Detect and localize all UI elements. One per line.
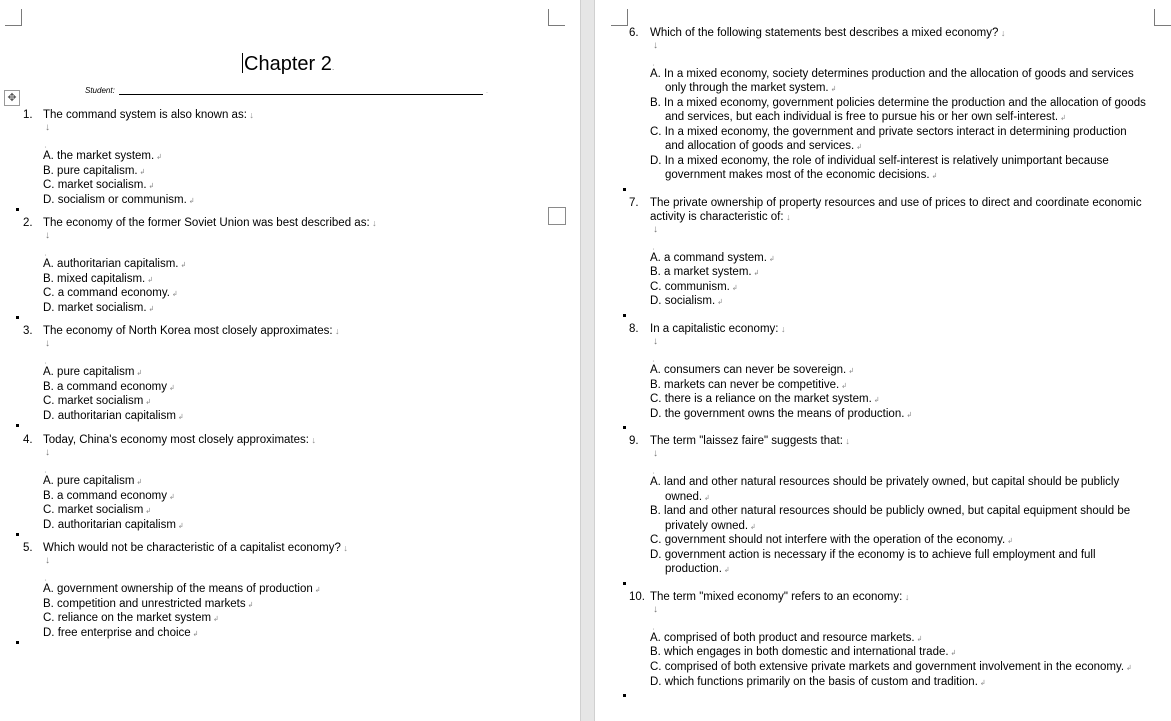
answer-option[interactable]: D. authoritarian capitalism ↲ bbox=[43, 410, 184, 423]
answer-option[interactable]: D. which functions primarily on the basis of custom and tradition. ↲ bbox=[650, 675, 986, 688]
document-title: Chapter 2 bbox=[244, 53, 332, 75]
paragraph-bullet bbox=[623, 694, 626, 697]
paragraph-mark: ⸼ bbox=[45, 466, 47, 473]
empty-checkbox-control[interactable] bbox=[548, 207, 566, 225]
paragraph-bullet bbox=[16, 533, 19, 536]
answer-option[interactable]: A. comprised of both product and resource markets. ↲ bbox=[650, 631, 923, 644]
answer-option[interactable]: B. land and other natural resources should be publicly owned, but capital equipment should be bbox=[650, 505, 1131, 518]
paragraph-mark: ⸼ bbox=[45, 249, 47, 256]
answer-option: production. ↲ bbox=[665, 563, 730, 576]
paragraph-bullet bbox=[623, 582, 626, 585]
paragraph-bullet bbox=[16, 641, 19, 644]
paragraph-bullet bbox=[16, 316, 19, 319]
student-label: Student: bbox=[85, 86, 115, 95]
answer-option[interactable]: A. the market system. ↲ bbox=[43, 150, 163, 162]
document-page-left: Chapter 2. ✥ Student: . 1. The command system is also known as: ↓ ↓ ⸼ A. the market system. ↲ B. pure capitalism. ↲ C. market socialism. ↲ D. socialism or communism. ↲ 2. The economy of the former Soviet Union was best described as: ↓ ↓ ⸼ A. authoritarian capitalism. ↲ B. mixed capitalism. ↲ C. a command economy. ↲ D. market socialism. ↲ 3. The economy of North Korea most closely approximates: ↓ ↓ ⸼ A. pure capitalism ↲ B. a command economy ↲ C. market socialism ↲ D. authoritarian capitalism ↲ 4. Today, China's economy most closely approximates: ↓ ↓ ⸼ A. pure capitalism ↲ B. a command economy ↲ C. market socialism ↲ D. authoritarian capitalism ↲ 5. Which would not be characteristic of a capitalist economy? ↓ ↓ ⸼ A. government ownership of the means of production ↲ B. competition and unrestricted markets ↲ C. reliance on the market system ↲ D. free enterprise and choice ↲ bbox=[0, 0, 580, 721]
crop-mark-top-left bbox=[611, 9, 628, 26]
crop-mark-top-right bbox=[548, 9, 565, 26]
line-break-mark: ↓ bbox=[45, 338, 50, 349]
paragraph-mark: ⸼ bbox=[45, 141, 47, 148]
question-text: activity is characteristic of: ↓ bbox=[650, 210, 791, 223]
question-text: The economy of the former Soviet Union was best described as: ↓ bbox=[43, 217, 377, 229]
paragraph-mark: ⸼ bbox=[653, 59, 655, 66]
line-break-mark: ↓ bbox=[653, 223, 658, 235]
question-number: 10. bbox=[629, 590, 645, 603]
line-break-mark: ↓ bbox=[45, 230, 50, 241]
answer-option[interactable]: A. government ownership of the means of production ↲ bbox=[43, 583, 321, 595]
paragraph-mark: ⸼ bbox=[653, 467, 655, 475]
document-page-right bbox=[595, 0, 1171, 721]
answer-option[interactable]: C. a command economy. ↲ bbox=[43, 287, 178, 300]
answer-option[interactable]: A. a command system. ↲ bbox=[650, 251, 775, 264]
answer-option[interactable]: C. there is a reliance on the market system. ↲ bbox=[650, 393, 880, 406]
paragraph-bullet bbox=[623, 314, 626, 317]
crop-mark-top-right bbox=[1154, 9, 1171, 26]
answer-option[interactable]: B. a command economy ↲ bbox=[43, 489, 175, 502]
question-text: The command system is also known as: ↓ bbox=[43, 109, 254, 121]
answer-option[interactable]: A. authoritarian capitalism. ↲ bbox=[43, 258, 187, 270]
line-break-mark: ↓ bbox=[45, 122, 50, 133]
answer-option[interactable]: B. markets can never be competitive. ↲ bbox=[650, 378, 848, 391]
answer-option[interactable]: C. market socialism ↲ bbox=[43, 395, 152, 408]
paragraph-mark: ⸼ bbox=[653, 622, 655, 630]
answer-option: and allocation of goods and services. ↲ bbox=[665, 140, 863, 153]
line-break-mark: ↓ bbox=[653, 336, 658, 347]
paragraph-bullet bbox=[623, 188, 626, 191]
answer-option[interactable]: D. socialism. ↲ bbox=[650, 295, 723, 308]
question-text: The economy of North Korea most closely approximates: ↓ bbox=[43, 325, 340, 337]
answer-option[interactable]: D. the government owns the means of production. ↲ bbox=[650, 407, 913, 420]
paragraph-bullet bbox=[16, 424, 19, 427]
answer-option: government makes most of the economic decisions. ↲ bbox=[665, 169, 938, 181]
line-break-mark: ↓ bbox=[653, 40, 658, 51]
answer-option[interactable]: B. which engages in both domestic and international trade. ↲ bbox=[650, 646, 957, 659]
answer-option: privately owned. ↲ bbox=[665, 519, 756, 532]
line-break-mark: ↓ bbox=[45, 447, 50, 458]
answer-option[interactable]: B. a market system. ↲ bbox=[650, 266, 760, 279]
question-number: 6. bbox=[629, 27, 639, 39]
answer-option[interactable]: C. market socialism. ↲ bbox=[43, 179, 155, 192]
question-number: 3. bbox=[23, 325, 33, 337]
answer-option[interactable]: D. free enterprise and choice ↲ bbox=[43, 627, 199, 640]
table-move-handle-icon[interactable]: ✥ bbox=[4, 90, 20, 106]
answer-option[interactable]: B. mixed capitalism. ↲ bbox=[43, 272, 154, 285]
document-title-block[interactable]: Chapter 2. bbox=[244, 53, 335, 75]
answer-option[interactable]: D. In a mixed economy, the role of individual self-interest is relatively unimportant because bbox=[650, 154, 1109, 167]
question-number: 5. bbox=[23, 542, 33, 554]
question-text: In a capitalistic economy: ↓ bbox=[650, 323, 786, 335]
answer-option[interactable]: C. reliance on the market system ↲ bbox=[43, 612, 219, 625]
answer-option[interactable]: B. In a mixed economy, government policies determine the production and the allocation of goods bbox=[650, 96, 1146, 109]
line-break-mark: ↓ bbox=[45, 555, 50, 566]
question-text: The term "laissez faire" suggests that: ↓ bbox=[650, 435, 850, 448]
question-text: The private ownership of property resources and use of prices to direct and coordinate economic bbox=[650, 196, 1142, 209]
question-number: 7. bbox=[629, 196, 639, 209]
student-name-field[interactable] bbox=[119, 94, 483, 95]
answer-option[interactable]: B. a command economy ↲ bbox=[43, 380, 175, 393]
question-number: 8. bbox=[629, 323, 639, 335]
answer-option[interactable]: D. market socialism. ↲ bbox=[43, 302, 155, 315]
answer-option[interactable]: B. competition and unrestricted markets ↲ bbox=[43, 597, 254, 610]
answer-option[interactable]: C. market socialism ↲ bbox=[43, 504, 152, 517]
paragraph-mark: ⸼ bbox=[653, 242, 655, 250]
paragraph-bullet bbox=[16, 208, 19, 211]
answer-option: and services, but each individual is free to pursue his or her own self-interest. ↲ bbox=[665, 111, 1066, 124]
paragraph-bullet bbox=[623, 426, 626, 429]
line-break-mark: ↓ bbox=[653, 448, 658, 460]
question-number: 9. bbox=[629, 435, 639, 448]
paragraph-mark: ⸼ bbox=[45, 357, 47, 364]
paragraph-mark: ⸼ bbox=[45, 574, 47, 581]
paragraph-mark: ⸼ bbox=[653, 355, 655, 362]
answer-option: only through the market system. ↲ bbox=[665, 82, 837, 95]
answer-option[interactable]: D. socialism or communism. ↲ bbox=[43, 194, 195, 207]
line-break-mark: ↓ bbox=[653, 603, 658, 615]
answer-option[interactable]: A. pure capitalism ↲ bbox=[43, 475, 143, 487]
answer-option[interactable]: D. authoritarian capitalism ↲ bbox=[43, 519, 184, 532]
answer-option[interactable]: C. communism. ↲ bbox=[650, 280, 738, 293]
question-text: Which of the following statements best describes a mixed economy? ↓ bbox=[650, 27, 1006, 39]
question-text: The term "mixed economy" refers to an economy: ↓ bbox=[650, 590, 910, 603]
question-number: 2. bbox=[23, 217, 33, 229]
answer-option[interactable]: C. government should not interfere with the operation of the economy. ↲ bbox=[650, 534, 1014, 547]
answer-option[interactable]: A. pure capitalism ↲ bbox=[43, 366, 143, 378]
question-number: 1. bbox=[23, 109, 33, 121]
answer-option[interactable]: A. land and other natural resources should be privately owned, but capital should be publicly bbox=[650, 476, 1120, 489]
question-text: Which would not be characteristic of a capitalist economy? ↓ bbox=[43, 542, 348, 554]
answer-option[interactable]: C. comprised of both extensive private markets and government involvement in the economy. ↲ bbox=[650, 660, 1132, 673]
answer-option[interactable]: B. pure capitalism. ↲ bbox=[43, 164, 146, 177]
answer-option[interactable]: D. government action is necessary if the economy is to achieve full employment and full bbox=[650, 548, 1096, 561]
question-text: Today, China's economy most closely approximates: ↓ bbox=[43, 434, 316, 446]
answer-option[interactable]: A. In a mixed economy, society determines production and the allocation of goods and services bbox=[650, 68, 1134, 80]
text-cursor bbox=[242, 53, 243, 73]
page-gutter bbox=[580, 0, 595, 721]
answer-option[interactable]: C. In a mixed economy, the government and private sectors interact in determining production bbox=[650, 125, 1127, 138]
answer-option: owned. ↲ bbox=[665, 490, 710, 503]
question-number: 4. bbox=[23, 434, 33, 446]
crop-mark-top-left bbox=[5, 9, 22, 26]
answer-option[interactable]: A. consumers can never be sovereign. ↲ bbox=[650, 364, 855, 376]
